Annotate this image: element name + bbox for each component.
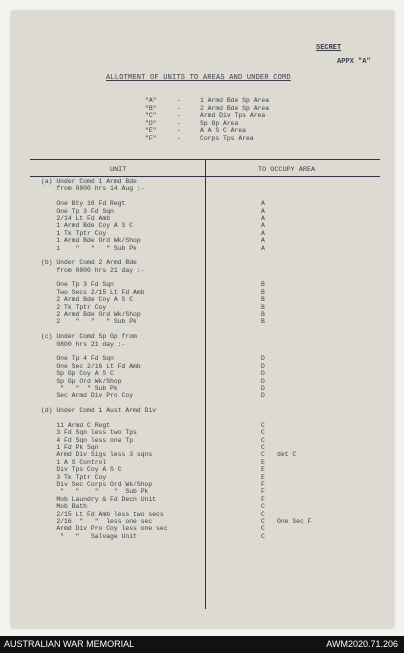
area-cell: B	[261, 311, 265, 319]
unit-cell: 1 Armd Bde Ord Wk/Shop	[41, 237, 141, 245]
table-row	[41, 185, 381, 192]
unit-cell: 2/16 " " less one sec	[41, 517, 153, 525]
unit-cell: One Tp 3 Fd Sqn	[41, 281, 114, 289]
allotment-dash: -	[177, 119, 181, 127]
area-cell: A	[261, 200, 265, 208]
area-cell: B	[261, 281, 265, 289]
allotment-area: A A S C Area	[200, 127, 247, 135]
area-cell: F	[261, 488, 265, 496]
area-cell: D	[261, 377, 265, 385]
unit-cell: 2/15 Lt Fd Amb less two secs	[41, 510, 164, 518]
area-cell: F	[261, 481, 265, 489]
unit-cell: 11 Armd C Regt	[41, 421, 111, 429]
unit-cell: Armd Div Sigs less 3 sqns	[41, 451, 153, 459]
table-row	[41, 407, 381, 414]
unit-cell: Sp Gp Coy A S C	[41, 370, 114, 378]
table-row	[41, 245, 381, 252]
unit-cell: 2 " " " Sub Pk	[41, 318, 137, 326]
table-row	[41, 259, 381, 266]
remark-cell: det C	[277, 451, 297, 459]
allotment-dash: -	[177, 112, 181, 120]
document-title: ALLOTMENT OF UNITS TO AREAS AND UNDER COMD	[106, 74, 291, 82]
table-row	[41, 341, 381, 348]
unit-cell: Mob Bath	[41, 503, 88, 511]
area-cell: C	[261, 451, 265, 459]
classification-label: SECRET	[316, 44, 342, 52]
unit-cell: 2 Armd Bde Coy A S C	[41, 296, 134, 304]
table-row	[41, 348, 381, 355]
table-row	[41, 296, 381, 303]
area-cell: A	[261, 222, 265, 230]
table-row	[41, 281, 381, 288]
table-row	[41, 400, 381, 407]
allotment-letter: "C"	[145, 112, 157, 120]
table-row	[41, 459, 381, 466]
unit-cell: 2/14 Lt Fd Amb	[41, 214, 111, 222]
area-cell: E	[261, 466, 265, 474]
column-header-area: TO OCCUPY AREA	[258, 166, 316, 174]
allotment-letter: "A"	[145, 97, 157, 104]
area-cell: D	[261, 355, 265, 363]
unit-cell: 1 Tk Tptr Coy	[41, 229, 107, 237]
area-cell: A	[261, 229, 265, 237]
allotment-area: 2 Armd Bde Sp Area	[200, 104, 270, 112]
allotment-dash: -	[177, 97, 181, 104]
area-cell: C	[261, 421, 265, 429]
area-cell: C	[261, 532, 265, 540]
unit-cell: " " Salvage Unit	[41, 532, 137, 540]
table-row	[41, 378, 381, 385]
table-row	[41, 451, 381, 458]
table-row	[41, 208, 381, 215]
unit-cell: One Tp 3 Fd Sqn	[41, 207, 114, 215]
table-row	[41, 363, 381, 370]
allotment-letter: "F"	[145, 134, 157, 142]
archive-name: AUSTRALIAN WAR MEMORIAL	[4, 639, 135, 649]
table-row	[41, 437, 381, 444]
unit-cell: Div Tps Coy A S C	[41, 466, 122, 474]
area-cell: F	[261, 495, 265, 503]
table-row	[41, 422, 381, 429]
unit-cell: 2 Armd Bde Ord Wk/Shop	[41, 311, 141, 319]
table-row	[41, 415, 381, 422]
table-row	[41, 267, 381, 274]
unit-cell: from 0800 hrs 14 Aug :-	[41, 185, 145, 193]
area-cell: B	[261, 288, 265, 296]
unit-cell: (c) Under Comd Sp Gp from	[41, 333, 137, 341]
unit-cell: One Sec 2/16 Lt Fd Amb	[41, 362, 141, 370]
table-row	[41, 222, 381, 229]
unit-cell: from 0800 hrs 21 day :-	[41, 266, 145, 274]
unit-cell: Armd Div Pro Coy less one sec	[41, 525, 168, 533]
table-row	[41, 385, 381, 392]
area-cell: D	[261, 370, 265, 378]
unit-cell: Two Secs 2/15 Lt Fd Amb	[41, 288, 145, 296]
unit-cell: 1 A S Control	[41, 458, 107, 466]
unit-cell: 1 Armd Bde Coy A S C	[41, 222, 134, 230]
unit-cell: 3 Tk Tptr Coy	[41, 473, 107, 481]
area-cell: B	[261, 296, 265, 304]
area-cell: E	[261, 458, 265, 466]
allotment-letter: "D"	[145, 119, 157, 127]
allotment-dash: -	[177, 127, 181, 135]
table-row	[41, 230, 381, 237]
area-cell: C	[261, 517, 265, 525]
area-cell: A	[261, 214, 265, 222]
unit-cell: One Tp 4 Fd Sqn	[41, 355, 114, 363]
archive-reference: AWM2020.71.206	[326, 639, 398, 649]
area-cell: B	[261, 318, 265, 326]
area-cell: C	[261, 510, 265, 518]
table-row	[41, 178, 381, 185]
allotment-area: Armd Div Tps Area	[200, 112, 266, 120]
area-cell: C	[261, 503, 265, 511]
table-row	[41, 311, 381, 318]
unit-cell: 0800 hrs 21 day :-	[41, 340, 126, 348]
table-row	[41, 370, 381, 377]
table-row	[41, 215, 381, 222]
table-row	[41, 237, 381, 244]
table-row	[41, 444, 381, 451]
table-row	[41, 326, 381, 333]
allotment-letter: "B"	[145, 104, 157, 112]
area-cell: D	[261, 392, 265, 400]
archive-footer	[0, 636, 404, 653]
unit-cell: (a) Under Comd 1 Armd Bde	[41, 178, 137, 185]
table-row	[41, 429, 381, 436]
unit-cell: Sec Armd Div Pro Coy	[41, 392, 134, 400]
area-cell: C	[261, 429, 265, 437]
unit-table-body	[41, 178, 381, 540]
unit-cell: 4 Fd Sqn less one Tp	[41, 436, 134, 444]
table-row	[41, 252, 381, 259]
table-row	[41, 193, 381, 200]
table-row	[41, 200, 381, 207]
table-row	[41, 474, 381, 481]
table-row	[41, 355, 381, 362]
allotment-area: Sp Gp Area	[200, 119, 239, 127]
table-row	[41, 289, 381, 296]
table-row	[41, 511, 381, 518]
table-row	[41, 518, 381, 525]
unit-cell: " " " Sub Pk	[41, 384, 118, 392]
unit-cell: 3 Fd Sqn less two Tps	[41, 429, 137, 437]
unit-cell: (b) Under Comd 2 Armd Bde	[41, 259, 137, 267]
allotment-area: Corps Tps Area	[200, 134, 254, 142]
table-row	[41, 333, 381, 340]
table-row	[41, 304, 381, 311]
area-cell: D	[261, 384, 265, 392]
unit-cell: 1 Fd Pk Sqn	[41, 444, 99, 452]
area-cell: A	[261, 237, 265, 245]
unit-cell: 1 " " " Sub Pk	[41, 244, 137, 252]
column-header-unit: UNIT	[110, 166, 127, 174]
area-cell: C	[261, 436, 265, 444]
appendix-label: APPX "A"	[337, 58, 371, 66]
unit-cell: " " " " Sub Pk	[41, 488, 149, 496]
table-row	[41, 533, 381, 540]
unit-cell: One Bty 16 Fd Regt	[41, 200, 126, 208]
table-row	[41, 274, 381, 281]
table-row	[41, 481, 381, 488]
table-row	[41, 488, 381, 495]
table-row	[41, 466, 381, 473]
allotment-area: 1 Armd Bde Sp Area	[200, 97, 270, 104]
remark-cell: One Sec F	[277, 517, 312, 525]
allotment-dash: -	[177, 104, 181, 112]
unit-cell: (d) Under Comd 1 Aust Armd Div	[41, 407, 157, 415]
allotment-dash: -	[177, 134, 181, 142]
area-cell: C	[261, 444, 265, 452]
table-row	[41, 496, 381, 503]
unit-cell: 2 Tk Tptr Coy	[41, 303, 107, 311]
table-row	[41, 392, 381, 399]
area-cell: E	[261, 473, 265, 481]
table-row	[41, 503, 381, 510]
area-cell: B	[261, 303, 265, 311]
area-cell: A	[261, 207, 265, 215]
allotment-letter: "E"	[145, 127, 157, 135]
unit-cell: Div Sec Corps Ord Wk/Shop	[41, 481, 153, 489]
table-row	[41, 318, 381, 325]
table-row	[41, 525, 381, 532]
unit-cell: Sp Gp Ord Wk/Shop	[41, 377, 122, 385]
unit-cell: Mob Laundry & Fd Decn Unit	[41, 495, 157, 503]
area-cell: D	[261, 362, 265, 370]
area-cell: A	[261, 244, 265, 252]
area-cell: C	[261, 525, 265, 533]
